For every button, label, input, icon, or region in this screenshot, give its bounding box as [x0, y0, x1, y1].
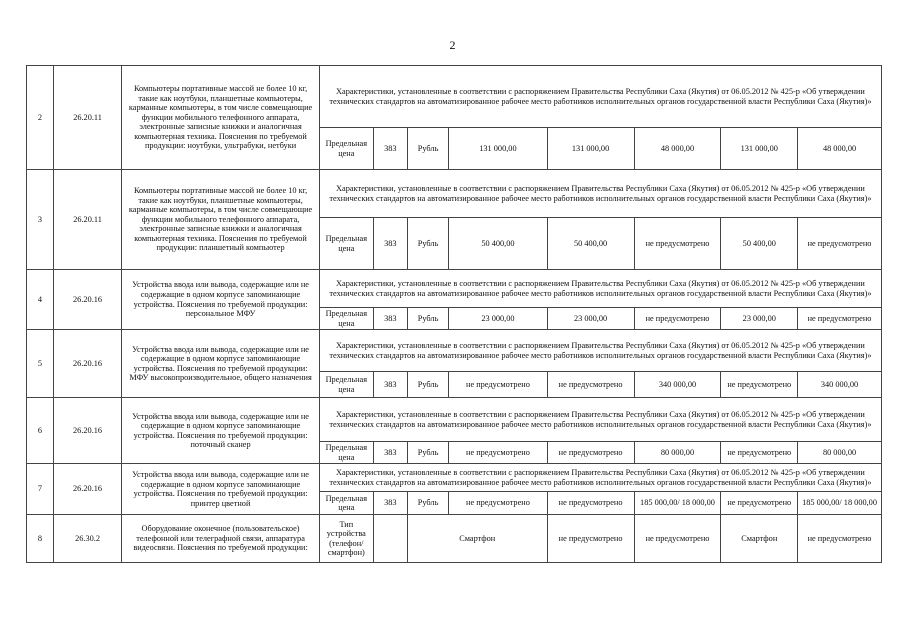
value-cell: не предусмотрено	[634, 308, 721, 330]
value-cell: 80 000,00	[798, 442, 882, 464]
okei-code: 383	[373, 308, 407, 330]
value-cell: 50 400,00	[449, 218, 547, 270]
okei-code	[373, 515, 407, 563]
parameter-name: Тип устройства (телефон/ смартфон)	[319, 515, 373, 563]
table-row	[27, 270, 882, 308]
value-cell: не предусмотрено	[449, 442, 547, 464]
table-row	[27, 66, 882, 128]
value-cell: 23 000,00	[721, 308, 798, 330]
value-cell: не предусмотрено	[449, 372, 547, 398]
characteristics-note: Характеристики, установленные в соответствии с распоряжением Правительства Республики Саха (Якутия) от 06.05.2012 № 425-р «Об утверждении технических стандартов на автоматизированное рабочее место работников исполнительных органов государственной власти Республики Саха (Якутия)»	[319, 270, 881, 308]
okpd-code: 26.20.16	[53, 464, 121, 515]
product-description: Компьютеры портативные массой не более 10 кг, такие как ноутбуки, планшетные компьютеры, карманные компьютеры, в том числе совмещающие функции мобильного телефонного аппарата, электронные записные книжки и аналогичная компьютерная техника. Пояснения по требуемой продукции: планшетный компьютер	[122, 170, 320, 270]
value-cell: не предусмотрено	[547, 492, 634, 515]
product-description: Компьютеры портативные массой не более 10 кг, такие как ноутбуки, планшетные компьютеры, карманные компьютеры, в том числе совмещающие функции мобильного телефонного аппарата, электронные записные книжки и аналогичная компьютерная техника. Пояснения по требуемой продукции: ноутбуки, ультрабуки, нетбуки	[122, 66, 320, 170]
row-number: 2	[27, 66, 54, 170]
value-cell: не предусмотрено	[634, 218, 721, 270]
okpd-code: 26.20.16	[53, 270, 121, 330]
value-cell: 340 000,00	[634, 372, 721, 398]
row-number: 6	[27, 398, 54, 464]
value-cell: 48 000,00	[634, 128, 721, 170]
okei-code: 383	[373, 372, 407, 398]
product-description: Устройства ввода или вывода, содержащие или не содержащие в одном корпусе запоминающие устройства. Пояснения по требуемой продукции: МФУ высокопроизводительное, общего назначения	[122, 330, 320, 398]
value-cell: Смартфон	[407, 515, 547, 563]
okei-code: 383	[373, 218, 407, 270]
characteristics-note: Характеристики, установленные в соответствии с распоряжением Правительства Республики Саха (Якутия) от 06.05.2012 № 425-р «Об утверждении технических стандартов на автоматизированное рабочее место работников исполнительных органов государственной власти Республики Саха (Якутия)»	[319, 170, 881, 218]
value-cell: не предусмотрено	[721, 492, 798, 515]
characteristics-note: Характеристики, установленные в соответствии с распоряжением Правительства Республики Саха (Якутия) от 06.05.2012 № 425-р «Об утверждении технических стандартов на автоматизированное рабочее место работников исполнительных органов государственной власти Республики Саха (Якутия)»	[319, 66, 881, 128]
value-cell: не предусмотрено	[721, 372, 798, 398]
unit-name: Рубль	[407, 442, 448, 464]
value-cell: не предусмотрено	[547, 372, 634, 398]
row-number: 8	[27, 515, 54, 563]
parameter-name: Предельная цена	[319, 442, 373, 464]
okpd-code: 26.20.11	[53, 66, 121, 170]
value-cell: не предусмотрено	[798, 515, 882, 563]
table-row	[27, 398, 882, 442]
parameter-name: Предельная цена	[319, 372, 373, 398]
table-body	[27, 66, 882, 563]
value-cell: 23 000,00	[449, 308, 547, 330]
row-number: 3	[27, 170, 54, 270]
value-cell: Смартфон	[721, 515, 798, 563]
product-description: Устройства ввода или вывода, содержащие или не содержащие в одном корпусе запоминающие устройства. Пояснения по требуемой продукции: персональное МФУ	[122, 270, 320, 330]
okei-code: 383	[373, 442, 407, 464]
value-cell: не предусмотрено	[798, 218, 882, 270]
product-description: Устройства ввода или вывода, содержащие или не содержащие в одном корпусе запоминающие устройства. Пояснения по требуемой продукции: поточный сканер	[122, 398, 320, 464]
okpd-code: 26.30.2	[53, 515, 121, 563]
value-cell: не предусмотрено	[634, 515, 721, 563]
product-description: Оборудование оконечное (пользовательское) телефонной или телеграфной связи, аппаратура видеосвязи. Пояснения по требуемой продукции:	[122, 515, 320, 563]
characteristics-note: Характеристики, установленные в соответствии с распоряжением Правительства Республики Саха (Якутия) от 06.05.2012 № 425-р «Об утверждении технических стандартов на автоматизированное рабочее место работников исполнительных органов государственной власти Республики Саха (Якутия)»	[319, 398, 881, 442]
okei-code: 383	[373, 492, 407, 515]
page-number: 2	[449, 38, 456, 52]
value-cell: 185 000,00/ 18 000,00	[798, 492, 882, 515]
parameter-name: Предельная цена	[319, 218, 373, 270]
value-cell: 340 000,00	[798, 372, 882, 398]
unit-name: Рубль	[407, 492, 448, 515]
value-cell: 131 000,00	[547, 128, 634, 170]
parameter-name: Предельная цена	[319, 308, 373, 330]
parameter-name: Предельная цена	[319, 128, 373, 170]
row-number: 5	[27, 330, 54, 398]
value-cell: 80 000,00	[634, 442, 721, 464]
value-cell: не предусмотрено	[449, 492, 547, 515]
okei-code: 383	[373, 128, 407, 170]
value-cell: не предусмотрено	[547, 442, 634, 464]
norms-table	[26, 65, 882, 563]
value-cell: 50 400,00	[547, 218, 634, 270]
table-row	[27, 515, 882, 563]
okpd-code: 26.20.16	[53, 330, 121, 398]
value-cell: не предусмотрено	[721, 442, 798, 464]
value-cell: 131 000,00	[721, 128, 798, 170]
value-cell: 23 000,00	[547, 308, 634, 330]
row-number: 4	[27, 270, 54, 330]
table-row	[27, 330, 882, 372]
characteristics-note: Характеристики, установленные в соответствии с распоряжением Правительства Республики Саха (Якутия) от 06.05.2012 № 425-р «Об утверждении технических стандартов на автоматизированное рабочее место работников исполнительных органов государственной власти Республики Саха (Якутия)»	[319, 330, 881, 372]
unit-name: Рубль	[407, 308, 448, 330]
value-cell: 185 000,00/ 18 000,00	[634, 492, 721, 515]
row-number: 7	[27, 464, 54, 515]
value-cell: не предусмотрено	[798, 308, 882, 330]
unit-name: Рубль	[407, 128, 448, 170]
table-row	[27, 170, 882, 218]
unit-name: Рубль	[407, 372, 448, 398]
value-cell: 131 000,00	[449, 128, 547, 170]
product-description: Устройства ввода или вывода, содержащие или не содержащие в одном корпусе запоминающие устройства. Пояснения по требуемой продукции: принтер цветной	[122, 464, 320, 515]
value-cell: 48 000,00	[798, 128, 882, 170]
value-cell: не предусмотрено	[547, 515, 634, 563]
unit-name: Рубль	[407, 218, 448, 270]
characteristics-note: Характеристики, установленные в соответствии с распоряжением Правительства Республики Саха (Якутия) от 06.05.2012 № 425-р «Об утверждении технических стандартов на автоматизированное рабочее место работников исполнительных органов государственной власти Республики Саха (Якутия)»	[319, 464, 881, 492]
okpd-code: 26.20.11	[53, 170, 121, 270]
value-cell: 50 400,00	[721, 218, 798, 270]
parameter-name: Предельная цена	[319, 492, 373, 515]
okpd-code: 26.20.16	[53, 398, 121, 464]
table-row	[27, 464, 882, 492]
